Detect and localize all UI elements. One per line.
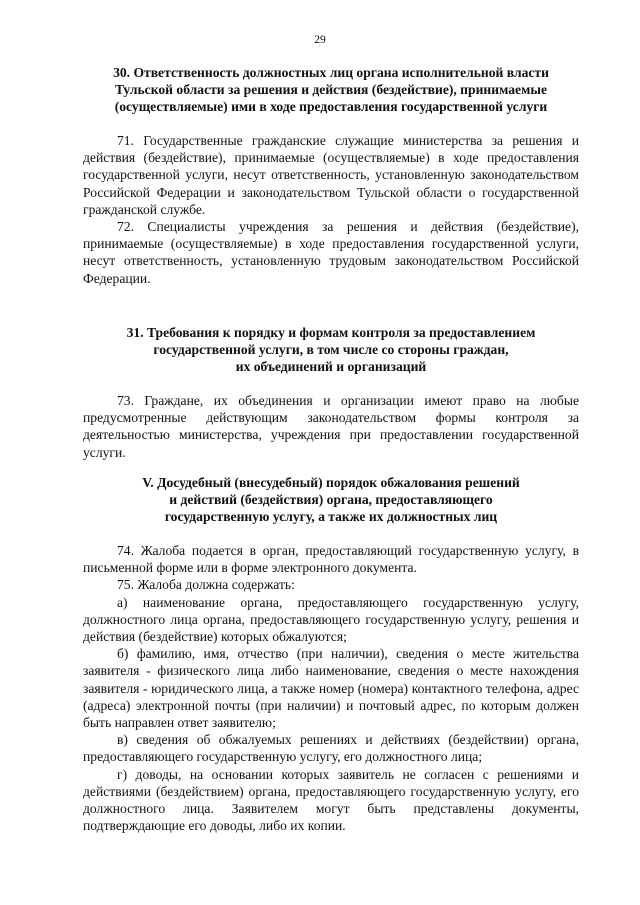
section-v-body (83, 542, 579, 834)
paragraph-71: 71. Государственные гражданские служащие министерства за решения и действия (бездействие), принимаемые (осуществляемые) в ходе предоставления государственной услуги, несут ответственность, установленную законодательством Российской Федерации и законодательством Тульской области о государственной гражданской службе. (83, 133, 579, 217)
section-v-heading: V. Досудебный (внесудебный) порядок обжалования решений и действий (бездействия) органа, предоставляющего государственную услугу, а также их должностных лиц (142, 475, 520, 525)
page-number: 29 (314, 34, 326, 46)
section-30-body (83, 132, 579, 287)
paragraph-75-a: а) наименование органа, предоставляющего государственную услугу, должностного лица органа, предоставляющего государственную услугу, решения и действия (бездействие) которых обжалуются; (83, 594, 579, 645)
section-31-heading: 31. Требования к порядку и формам контроля за предоставлением государственной услуги, в том числе со стороны граждан, их объединений и организаций (126, 325, 536, 375)
paragraph-75-g: г) доводы, на основании которых заявитель не согласен с решениями и действиями (бездействием) органа, предоставляющего государственную услугу, его должностного лица. Заявителем могут быть представлены документы, подтверждающие его доводы, либо их копии. (83, 766, 579, 834)
paragraph-74: 74. Жалоба подается в орган, предоставляющий государственную услугу, в письменной форме или в форме электронного документа. (83, 543, 579, 576)
paragraph-75-b: б) фамилию, имя, отчество (при наличии), сведения о месте жительства заявителя - физического лица либо наименование, сведения о месте нахождения заявителя - юридического лица, а также номер (номера) контактного телефона, адрес (адреса) электронной почты (при наличии) и почтовый адрес, по которым должен быть направлен ответ заявителю; (83, 646, 579, 731)
paragraph-73: 73. Граждане, их объединения и организации имеют право на любые предусмотренные действующим законодательством формы контроля за деятельностью министерства, учреждения при предоставлении государственной услуги. (83, 393, 579, 460)
section-30-heading: 30. Ответственность должностных лиц органа исполнительной власти Тульской области за решения и действия (бездействие), принимаемые (осуществляемые) ими в ходе предоставления государственной услуги (113, 65, 549, 115)
paragraph-72: 72. Специалисты учреждения за решения и действия (бездействие), принимаемые (осуществляемые) в ходе предоставления государственной услуги, несут ответственность, установленную трудовым законодательством Российской Федерации. (83, 219, 579, 286)
section-31-body (83, 392, 579, 461)
paragraph-75-v: в) сведения об обжалуемых решениях и действиях (бездействии) органа, предоставляющего государственную услугу, его должностного лица; (83, 732, 579, 765)
paragraph-75: 75. Жалоба должна содержать: (117, 577, 295, 593)
